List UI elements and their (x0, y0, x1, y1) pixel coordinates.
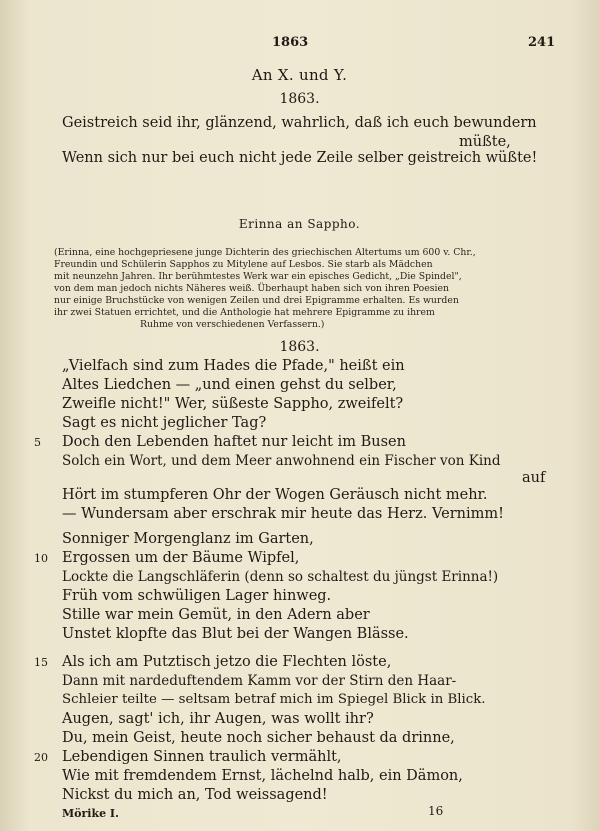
verse-line: Wenn sich nur bei euch nicht jede Zeile selber geistreich wüßte! (62, 150, 538, 166)
editorial-note-line: ihr zwei Statuen errichtet, und die Anthologie hat mehrere Epigramme zu ihrem (54, 307, 435, 318)
line-number: 15 (34, 656, 48, 669)
editorial-note-line: Freundin und Schülerin Sapphos zu Mitylene auf Lesbos. Sie starb als Mädchen (54, 259, 433, 270)
poem-year-2: 1863. (279, 339, 320, 355)
verse-line: Doch den Lebenden haftet nur leicht im Busen (62, 434, 406, 450)
editorial-note-line: Ruhme von verschiedenen Verfassern.) (140, 319, 325, 330)
line-number: 10 (34, 552, 48, 565)
verse-line: Altes Liedchen — „und einen gehst du selber, (62, 377, 397, 393)
verse-line: Unstet klopfte das Blut bei der Wangen Blässe. (62, 626, 409, 642)
verse-line: Schleier teilte — seltsam betraf mich im Spiegel Blick in Blick. (62, 692, 486, 707)
verse-line: Dann mit nardeduftendem Kamm vor der Stirn den Haar- (62, 673, 457, 689)
signature-mark: Mörike I. (62, 807, 119, 820)
line-number: 20 (34, 751, 48, 764)
verse-line: Stille war mein Gemüt, in den Adern aber (62, 607, 370, 623)
editorial-note-line: mit neunzehn Jahren. Ihr berühmtestes Werk war ein episches Gedicht, „Die Spindel", (54, 271, 462, 282)
poem-title-1: An X. und Y. (251, 66, 348, 84)
verse-line: Sonniger Morgenglanz im Garten, (62, 531, 314, 547)
verse-line: Zweifle nicht!" Wer, süßeste Sappho, zweifelt? (62, 396, 404, 412)
verse-line: Sagt es nicht jeglicher Tag? (62, 415, 267, 431)
verse-line: — Wundersam aber erschrak mir heute das Herz. Vernimm! (62, 506, 504, 522)
poem-title-2: Erinna an Sappho. (238, 217, 361, 231)
verse-line: Hört im stumpferen Ohr der Wogen Geräusch nicht mehr. (62, 487, 488, 503)
verse-line: Ergossen um der Bäume Wipfel, (62, 550, 300, 566)
verse-line: Lockte die Langschläferin (denn so schaltest du jüngst Erinna!) (62, 569, 499, 585)
page-number: 241 (528, 35, 556, 50)
verse-line: Du, mein Geist, heute noch sicher behaust da drinne, (62, 730, 455, 746)
verse-line-continuation: auf (522, 470, 546, 486)
verse-line: Früh vom schwüligen Lager hinweg. (62, 588, 332, 604)
verse-line: „Vielfach sind zum Hades die Pfade," heißt ein (62, 358, 405, 374)
verse-line: Augen, sagt' ich, ihr Augen, was wollt ihr? (62, 711, 374, 727)
verse-line: Lebendigen Sinnen traulich vermählt, (62, 749, 342, 765)
running-header-year: 1863 (272, 35, 309, 50)
line-number: 5 (34, 436, 41, 449)
sheet-number: 16 (428, 804, 444, 818)
verse-line: Geistreich seid ihr, glänzend, wahrlich, daß ich euch bewundern (62, 115, 537, 131)
verse-line: Nickst du mich an, Tod weissagend! (62, 787, 328, 803)
verse-line: Solch ein Wort, und dem Meer anwohnend ein Fischer von Kind (62, 453, 501, 469)
verse-line-continuation: müßte, (459, 134, 511, 150)
verse-line: Wie mit fremdendem Ernst, lächelnd halb, ein Dämon, (62, 768, 463, 784)
editorial-note-line: (Erinna, eine hochgepriesene junge Dichterin des griechischen Altertums um 600 v. Chr., (54, 247, 476, 258)
verse-line: Als ich am Putztisch jetzo die Flechten löste, (62, 654, 392, 670)
poem-year-1: 1863. (279, 91, 320, 107)
editorial-note-line: von dem man jedoch nichts Näheres weiß. Überhaupt haben sich von ihren Poesien (54, 283, 449, 294)
editorial-note-line: nur einige Bruchstücke von wenigen Zeilen und drei Epigramme erhalten. Es wurden (54, 295, 459, 306)
